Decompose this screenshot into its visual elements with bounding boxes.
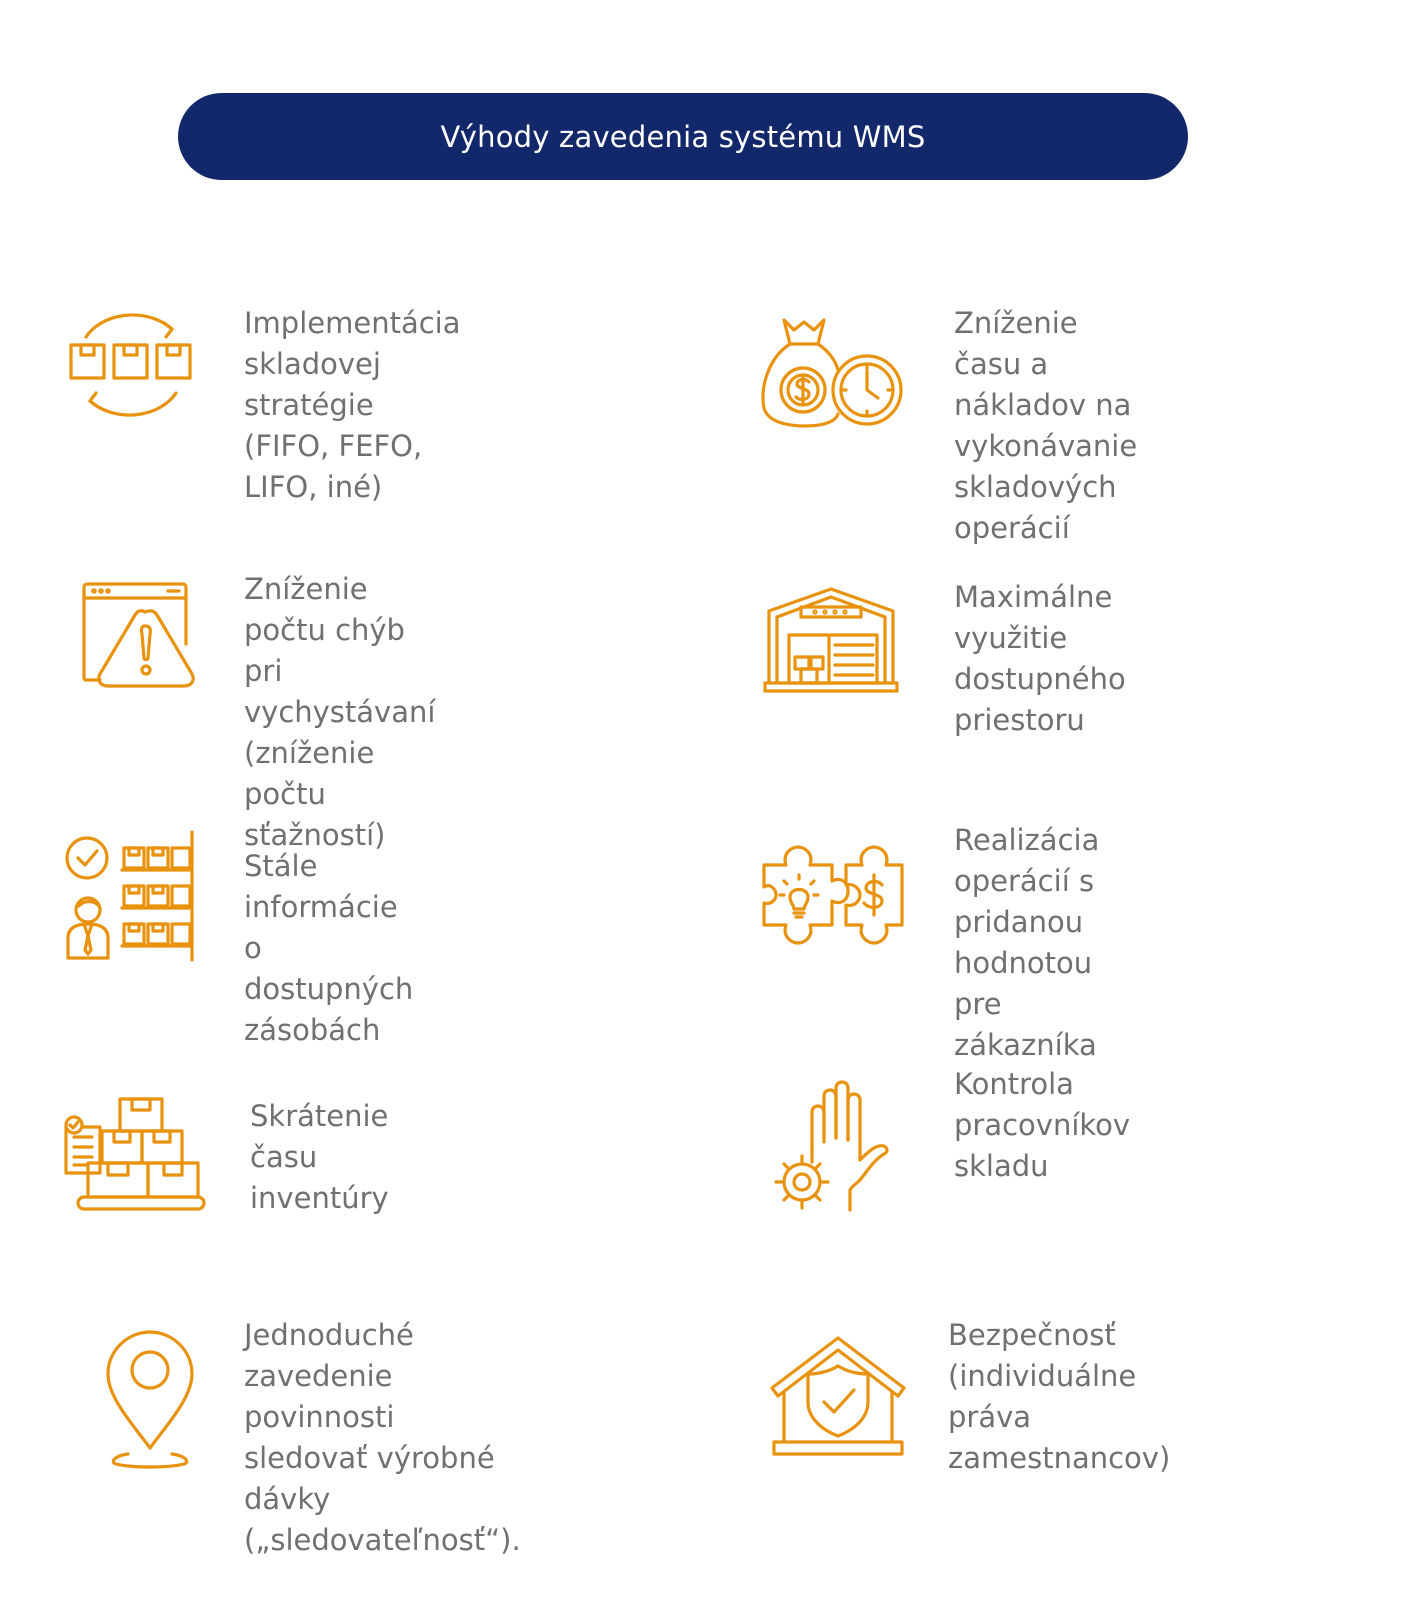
hand-gear-icon <box>776 1082 900 1212</box>
benefit-label: Maximálne využitie dostupného priestoru <box>954 580 1126 737</box>
benefit-label: Skrátenie času inventúry <box>250 1099 389 1215</box>
benefit-label: Jednoduché zavedenie povinnosti sledovať výrobné dávky („sledovateľnosť“). <box>244 1318 521 1557</box>
browser-warning-icon <box>82 582 198 694</box>
puzzle-value-icon <box>760 845 905 945</box>
benefit-label: Bezpečnosť (individuálne práva zamestnancov) <box>948 1318 1171 1475</box>
page-title: Výhody zavedenia systému WMS <box>440 119 926 154</box>
benefit-label: Realizácia operácií s pridanou hodnotou pre zákazníka <box>954 823 1100 1062</box>
header-banner <box>178 93 1188 180</box>
location-pin-icon <box>104 1330 196 1470</box>
inventory-shelves-icon <box>64 830 198 962</box>
shield-house-icon <box>770 1336 906 1458</box>
benefit-label: Implementácia skladovej stratégie (FIFO, FEFO, LIFO, iné) <box>244 306 461 504</box>
benefit-label: Stále informácie o dostupných zásobách <box>244 849 414 1047</box>
benefit-label: Zníženie počtu chýb pri vychystávaní (zníženie počtu sťažností) <box>244 572 436 852</box>
stacked-boxes-checklist-icon <box>64 1097 208 1217</box>
benefit-label: Kontrola pracovníkov skladu <box>954 1067 1131 1183</box>
money-bag-clock-icon <box>760 318 905 433</box>
rotating-boxes-icon <box>66 305 196 425</box>
benefit-label: Zníženie času a nákladov na vykonávanie skladových operácií <box>954 306 1138 545</box>
warehouse-icon <box>765 587 897 699</box>
